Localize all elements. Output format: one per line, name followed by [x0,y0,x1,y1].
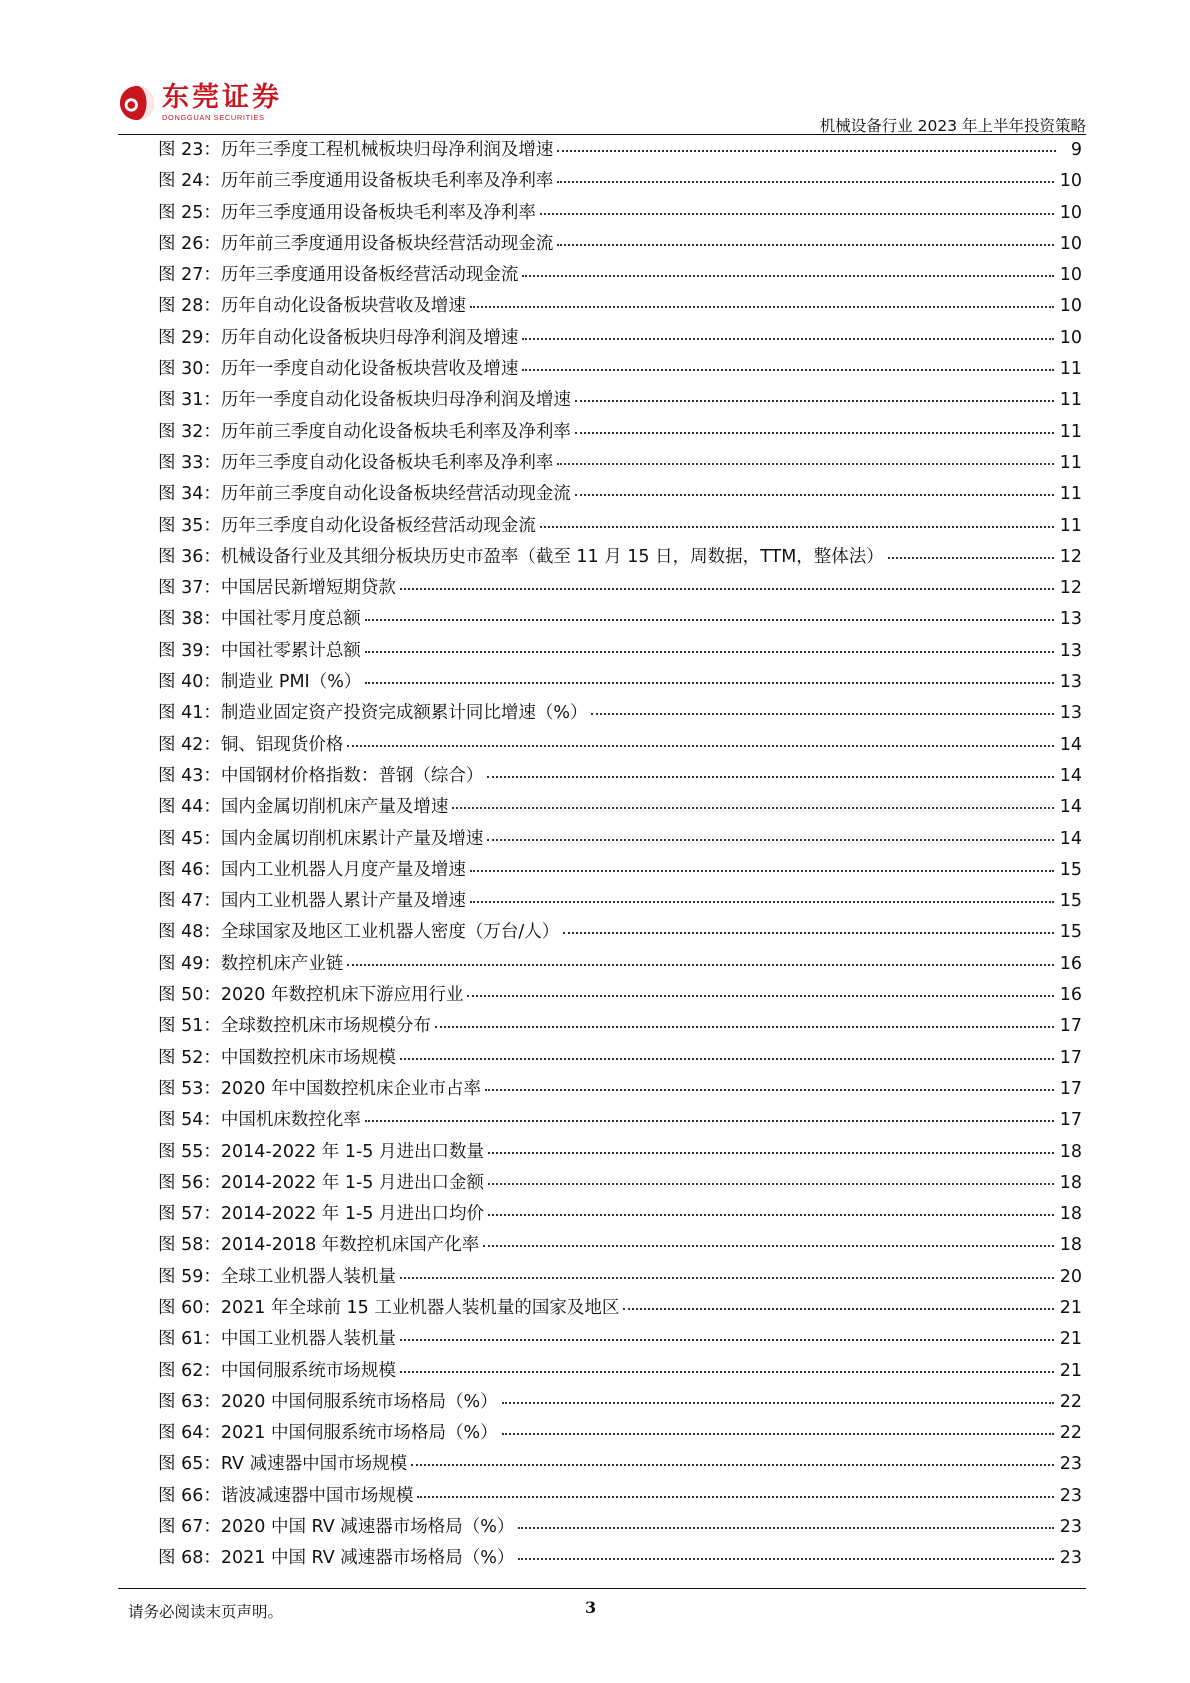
toc-entry-page: 13 [1059,609,1082,630]
toc-entry[interactable] [158,1387,1082,1418]
toc-entry[interactable] [158,291,1082,322]
toc-entry-title: 2014-2022 年 1-5 月进出口均价 [220,1204,485,1225]
toc-entry[interactable] [158,135,1082,166]
toc-entry[interactable] [158,1074,1082,1105]
toc-entry-title: 机械设备行业及其细分板块历史市盈率（截至 11 月 15 日，周数据，TTM，整体法） [220,546,884,567]
toc-entry-page: 22 [1059,1423,1082,1444]
toc-dot-leader [470,303,1054,308]
toc-entry-title: 国内金属切削机床累计产量及增速 [220,828,484,849]
toc-entry-title: 中国伺服系统市场规模 [220,1360,396,1381]
toc-entry[interactable] [158,1168,1082,1199]
toc-entry-label: 图 35： [158,515,221,536]
toc-dot-leader [400,1055,1054,1060]
toc-entry-label: 图 48： [158,922,221,943]
toc-dot-leader [488,1149,1054,1154]
toc-entry-label: 图 66： [158,1485,221,1506]
toc-entry-page: 12 [1059,546,1082,567]
toc-entry-page: 10 [1059,296,1082,317]
toc-entry-page: 15 [1059,922,1082,943]
toc-entry[interactable] [158,323,1082,354]
toc-dot-leader [522,335,1053,340]
toc-entry[interactable] [158,479,1082,510]
toc-dot-leader [485,1086,1054,1091]
toc-entry[interactable] [158,636,1082,667]
toc-entry-title: 数控机床产业链 [220,953,344,974]
toc-entry-label: 图 23： [158,140,221,160]
toc-entry[interactable] [158,886,1082,917]
toc-entry[interactable] [158,1418,1082,1449]
toc-dot-leader [575,397,1054,402]
toc-entry[interactable] [158,1137,1082,1168]
toc-entry-title: 中国机床数控化率 [220,1110,361,1131]
toc-entry-page: 12 [1059,578,1082,599]
toc-entry-title: 历年一季度自动化设备板块归母净利润及增速 [220,390,571,411]
toc-entry-title: 2020 年中国数控机床企业市占率 [220,1078,481,1099]
toc-entry[interactable] [158,1481,1082,1512]
toc-entry-page: 13 [1059,703,1082,724]
toc-entry-title: 中国社零月度总额 [220,609,361,630]
toc-entry-label: 图 47： [158,891,221,912]
toc-entry-page: 10 [1059,233,1082,254]
toc-entry-page: 11 [1059,515,1082,536]
toc-entry-label: 图 63： [158,1391,221,1412]
toc-entry[interactable] [158,949,1082,980]
toc-entry-title: 谐波减速器中国市场规模 [220,1485,414,1506]
toc-entry-page: 14 [1059,765,1082,786]
toc-entry-label: 图 46： [158,859,221,880]
toc-entry-page: 18 [1059,1204,1082,1225]
toc-entry-page: 21 [1059,1329,1082,1350]
toc-entry-title: 中国数控机床市场规模 [220,1047,396,1068]
toc-entry-label: 图 58： [158,1235,221,1256]
toc-entry-page: 15 [1059,859,1082,880]
toc-entry-label: 图 32： [158,421,221,442]
toc-dot-leader [365,679,1053,684]
toc-dot-leader [470,898,1054,903]
toc-entry-label: 图 56： [158,1172,221,1193]
toc-entry-title: 2014-2022 年 1-5 月进出口金额 [220,1172,485,1193]
toc-entry-title: 2020 中国 RV 减速器市场格局（%） [220,1517,515,1538]
toc-entry-page: 23 [1059,1548,1082,1569]
toc-entry[interactable] [158,511,1082,542]
toc-entry-title: 中国居民新增短期贷款 [220,578,396,599]
toc-entry-page: 16 [1059,953,1082,974]
toc-dot-leader [575,429,1054,434]
toc-dot-leader [400,1274,1054,1279]
toc-entry-label: 图 62： [158,1360,221,1381]
toc-entry[interactable] [158,166,1082,197]
toc-dot-leader [591,710,1053,715]
page-header [118,78,1086,133]
toc-entry-title: 制造业固定资产投资完成额累计同比增速（%） [220,703,588,724]
toc-entry[interactable] [158,1293,1082,1324]
toc-entry-page: 10 [1059,202,1082,223]
toc-dot-leader [488,1211,1054,1216]
toc-entry[interactable] [158,667,1082,698]
toc-entry-title: 历年自动化设备板块营收及增速 [220,296,466,317]
toc-entry[interactable] [158,1449,1082,1480]
toc-entry-title: 历年一季度自动化设备板块营收及增速 [220,359,519,380]
toc-dot-leader [502,1399,1054,1404]
toc-entry-label: 图 55： [158,1141,221,1162]
toc-dot-leader [487,836,1053,841]
toc-entry-label: 图 64： [158,1423,221,1444]
toc-entry-title: 全球国家及地区工业机器人密度（万台/人） [220,922,560,943]
toc-dot-leader [518,1524,1053,1529]
footer-divider [118,1588,1086,1589]
toc-entry-title: 中国工业机器人装机量 [220,1329,396,1350]
toc-entry-title: 中国钢材价格指数：普钢（综合） [220,765,484,786]
toc-entry-page: 23 [1059,1485,1082,1506]
toc-entry-title: 历年前三季度通用设备板块经营活动现金流 [220,233,554,254]
toc-entry-label: 图 39： [158,640,221,661]
toc-entry-page: 14 [1059,828,1082,849]
toc-entry[interactable] [158,542,1082,573]
toc-entry-page: 20 [1059,1266,1082,1287]
toc-dot-leader [888,554,1054,559]
toc-dot-leader [452,804,1053,809]
toc-dot-leader [557,147,1056,152]
toc-entry-page: 11 [1059,359,1082,380]
toc-entry-label: 图 33： [158,452,221,473]
toc-entry[interactable] [158,855,1082,886]
toc-entry-title: 历年三季度自动化设备板块毛利率及净利率 [220,452,554,473]
toc-entry[interactable] [158,792,1082,823]
toc-dot-leader [467,992,1053,997]
toc-entry-title: 铜、铝现货价格 [220,734,344,755]
toc-entry-label: 图 41： [158,703,221,724]
toc-dot-leader [365,648,1054,653]
toc-dot-leader [487,773,1053,778]
toc-entry-page: 15 [1059,891,1082,912]
disclaimer-note: 请务必阅读末页声明。 [128,1603,284,1621]
toc-entry-page: 13 [1059,672,1082,693]
toc-entry-label: 图 26： [158,233,221,254]
toc-entry[interactable] [158,260,1082,291]
toc-dot-leader [411,1461,1054,1466]
toc-entry-label: 图 60： [158,1297,221,1318]
toc-dot-leader [417,1493,1053,1498]
toc-entry-label: 图 57： [158,1204,221,1225]
toc-dot-leader [522,272,1053,277]
toc-entry-page: 11 [1059,484,1082,505]
toc-dot-leader [483,1242,1053,1247]
toc-entry-page: 11 [1059,421,1082,442]
toc-entry-page: 11 [1059,390,1082,411]
toc-entry-page: 18 [1059,1235,1082,1256]
toc-entry-label: 图 67： [158,1517,221,1538]
toc-entry-title: 历年前三季度自动化设备板块毛利率及净利率 [220,421,571,442]
logo-english-name: DONGGUAN SECURITIES [162,113,265,123]
toc-entry-label: 图 53： [158,1078,221,1099]
figure-index-list [158,135,1082,1575]
toc-entry-label: 图 50： [158,985,221,1006]
toc-entry-title: 国内工业机器人累计产量及增速 [220,891,466,912]
toc-entry[interactable] [158,1262,1082,1293]
toc-entry-title: 2021 中国伺服系统市场格局（%） [220,1423,498,1444]
toc-entry-label: 图 30： [158,359,221,380]
toc-entry-label: 图 40： [158,672,221,693]
toc-entry-label: 图 65： [158,1454,221,1475]
toc-entry[interactable] [158,448,1082,479]
toc-dot-leader [575,491,1054,496]
toc-entry-title: 2020 中国伺服系统市场格局（%） [220,1391,498,1412]
toc-entry-title: 历年前三季度通用设备板块毛利率及净利率 [220,171,554,192]
toc-entry-page: 18 [1059,1141,1082,1162]
toc-entry-title: 中国社零累计总额 [220,640,361,661]
company-logo [118,78,282,128]
toc-entry-label: 图 51： [158,1016,221,1037]
toc-entry-page: 22 [1059,1391,1082,1412]
page-number: 3 [585,1598,597,1617]
toc-entry-page: 14 [1059,734,1082,755]
toc-entry[interactable] [158,417,1082,448]
toc-entry-page: 17 [1059,1047,1082,1068]
toc-dot-leader [563,929,1053,934]
logo-chinese-name: 东莞证券 [162,82,282,114]
toc-entry-label: 图 52： [158,1047,221,1068]
toc-entry-title: 历年三季度通用设备板经营活动现金流 [220,265,519,286]
report-title: 机械设备行业 2023 年上半年投资策略 [819,117,1086,135]
toc-entry-label: 图 34： [158,484,221,505]
toc-entry-title: 国内金属切削机床产量及增速 [220,797,449,818]
toc-entry-title: 国内工业机器人月度产量及增速 [220,859,466,880]
toc-dot-leader [557,178,1053,183]
toc-entry-label: 图 49： [158,953,221,974]
toc-entry-label: 图 44： [158,797,221,818]
toc-entry[interactable] [158,1543,1082,1574]
logo-mark-icon [118,84,156,122]
toc-entry[interactable] [158,917,1082,948]
toc-entry[interactable] [158,573,1082,604]
toc-entry-page: 11 [1059,452,1082,473]
logo-text [162,84,282,122]
toc-entry-label: 图 37： [158,578,221,599]
toc-entry-page: 21 [1059,1360,1082,1381]
toc-dot-leader [347,961,1053,966]
toc-dot-leader [522,366,1053,371]
toc-dot-leader [540,523,1054,528]
toc-entry-label: 图 61： [158,1329,221,1350]
toc-entry-page: 10 [1059,265,1082,286]
toc-entry-title: RV 减速器中国市场规模 [220,1454,408,1475]
toc-entry-title: 历年自动化设备板块归母净利润及增速 [220,327,519,348]
toc-dot-leader [400,1368,1054,1373]
toc-dot-leader [400,1336,1054,1341]
toc-entry-title: 全球数控机床市场规模分布 [220,1016,431,1037]
toc-entry-title: 2020 年数控机床下游应用行业 [220,985,464,1006]
toc-entry[interactable] [158,1199,1082,1230]
toc-entry-title: 全球工业机器人装机量 [220,1266,396,1287]
toc-entry-label: 图 24： [158,171,221,192]
toc-dot-leader [347,742,1053,747]
toc-entry[interactable] [158,698,1082,729]
toc-entry-page: 14 [1059,797,1082,818]
toc-dot-leader [518,1555,1053,1560]
toc-entry[interactable] [158,354,1082,385]
toc-entry[interactable] [158,1105,1082,1136]
toc-dot-leader [557,460,1053,465]
toc-entry-title: 历年三季度工程机械板块归母净利润及增速 [220,140,554,160]
toc-entry-title: 制造业 PMI（%） [220,672,362,693]
toc-entry-page: 17 [1059,1078,1082,1099]
toc-entry-label: 图 59： [158,1266,221,1287]
toc-entry[interactable] [158,229,1082,260]
toc-entry-page: 10 [1059,327,1082,348]
toc-entry-title: 2021 年全球前 15 工业机器人装机量的国家及地区 [220,1297,620,1318]
toc-dot-leader [365,616,1054,621]
toc-entry-label: 图 42： [158,734,221,755]
toc-entry[interactable] [158,1230,1082,1261]
toc-entry-page: 23 [1059,1517,1082,1538]
toc-entry-title: 2014-2022 年 1-5 月进出口数量 [220,1141,485,1162]
toc-entry-page: 16 [1059,985,1082,1006]
toc-entry-label: 图 31： [158,390,221,411]
toc-entry-page: 18 [1059,1172,1082,1193]
toc-entry[interactable] [158,730,1082,761]
toc-entry[interactable] [158,198,1082,229]
toc-entry-title: 历年三季度通用设备板块毛利率及净利率 [220,202,536,223]
toc-entry[interactable] [158,1324,1082,1355]
toc-entry[interactable] [158,1043,1082,1074]
toc-entry-page: 23 [1059,1454,1082,1475]
toc-entry[interactable] [158,761,1082,792]
toc-entry-title: 2021 中国 RV 减速器市场格局（%） [220,1548,515,1569]
toc-entry-page: 10 [1059,171,1082,192]
toc-entry[interactable] [158,604,1082,635]
toc-entry-page: 9 [1070,140,1082,160]
toc-entry-title: 2014-2018 年数控机床国产化率 [220,1235,480,1256]
toc-dot-leader [470,867,1054,872]
toc-entry-label: 图 38： [158,609,221,630]
toc-entry-page: 17 [1059,1016,1082,1037]
toc-entry-page: 17 [1059,1110,1082,1131]
toc-entry-page: 21 [1059,1297,1082,1318]
toc-dot-leader [435,1023,1054,1028]
toc-entry[interactable] [158,1356,1082,1387]
toc-entry-label: 图 36： [158,546,221,567]
toc-dot-leader [502,1430,1054,1435]
toc-entry-title: 历年三季度自动化设备板经营活动现金流 [220,515,536,536]
toc-entry[interactable] [158,824,1082,855]
toc-entry-page: 13 [1059,640,1082,661]
toc-dot-leader [488,1180,1054,1185]
toc-dot-leader [365,1117,1054,1122]
toc-dot-leader [540,210,1054,215]
toc-entry-label: 图 25： [158,202,221,223]
toc-entry[interactable] [158,980,1082,1011]
toc-entry-label: 图 27： [158,265,221,286]
toc-dot-leader [623,1305,1053,1310]
toc-dot-leader [557,241,1053,246]
toc-entry-label: 图 29： [158,327,221,348]
toc-entry[interactable] [158,385,1082,416]
toc-entry[interactable] [158,1512,1082,1543]
toc-entry-label: 图 45： [158,828,221,849]
toc-entry-label: 图 43： [158,765,221,786]
toc-entry-title: 历年前三季度自动化设备板块经营活动现金流 [220,484,571,505]
toc-dot-leader [400,585,1054,590]
toc-entry[interactable] [158,1011,1082,1042]
toc-entry-label: 图 28： [158,296,221,317]
toc-entry-label: 图 68： [158,1548,221,1569]
toc-entry-label: 图 54： [158,1110,221,1131]
